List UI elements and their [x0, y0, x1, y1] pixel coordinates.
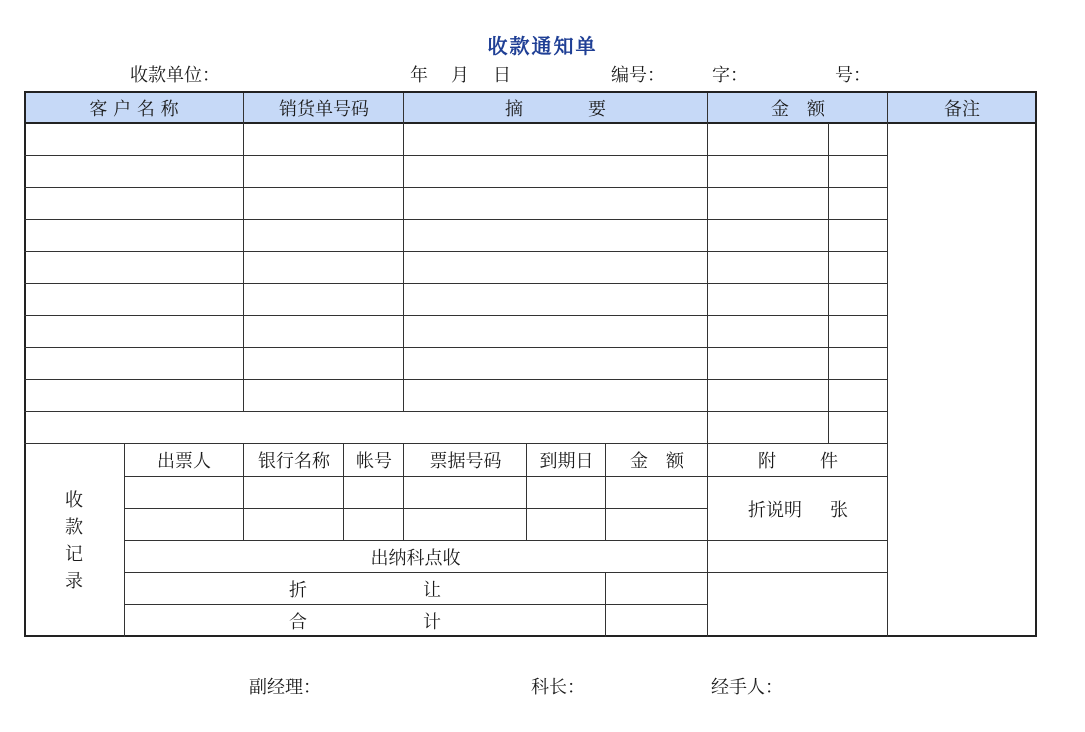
bank-name-header: 银行名称 — [258, 451, 330, 472]
day-label: 日 — [493, 65, 511, 86]
payee-unit-label: 收款单位： — [130, 65, 220, 86]
serial-number-label: 编号： — [611, 65, 665, 86]
account-header: 帐号 — [356, 451, 392, 472]
row-line — [24, 155, 888, 156]
row-line — [24, 251, 888, 252]
receipt-record-label — [24, 444, 124, 637]
record-amount-header: 金 额 — [630, 451, 684, 472]
row-line — [24, 411, 888, 412]
col-line — [707, 93, 708, 637]
receipt-record-char: 款 — [65, 516, 83, 538]
section-chief-label: 科长： — [531, 677, 585, 698]
total-label-part2: 计 — [423, 612, 441, 633]
attachment-header-part1: 附 — [758, 451, 776, 472]
col-line — [887, 93, 888, 637]
col-line — [403, 93, 404, 412]
row-line — [124, 508, 707, 509]
drawer-header: 出票人 — [157, 451, 211, 472]
discount-label-part2: 让 — [423, 580, 441, 601]
number-suffix-label: 号： — [835, 65, 871, 86]
row-line — [24, 347, 888, 348]
year-label: 年 — [410, 65, 428, 86]
receipt-record-char: 收 — [65, 489, 83, 511]
receipt-record-char: 记 — [65, 543, 83, 565]
col-line — [828, 123, 829, 444]
receipt-record-char: 录 — [65, 570, 83, 592]
row-line — [24, 379, 888, 380]
discount-label-part1: 折 — [289, 580, 307, 601]
row-line — [24, 283, 888, 284]
handler-label: 经手人： — [711, 677, 783, 698]
row-line — [24, 219, 888, 220]
col-line — [243, 93, 244, 412]
amount-header: 金 额 — [771, 98, 825, 120]
row-line — [24, 187, 888, 188]
attachment-sheets-label: 张 — [830, 500, 848, 521]
attachment-note-label: 折说明 — [748, 500, 802, 521]
col-line — [605, 572, 606, 637]
header-divider — [24, 122, 1037, 124]
total-label-part1: 合 — [289, 612, 307, 633]
character-label: 字： — [712, 65, 748, 86]
sales-order-number-header: 销货单号码 — [279, 98, 369, 120]
bill-number-header: 票据号码 — [429, 451, 502, 472]
row-line — [24, 315, 888, 316]
due-date-header: 到期日 — [539, 451, 594, 472]
deputy-manager-label: 副经理： — [249, 677, 321, 698]
attachment-header-part2: 件 — [820, 451, 838, 472]
form-title: 收款通知单 — [487, 34, 598, 58]
summary-header-part2: 要 — [588, 98, 606, 120]
customer-name-header: 客 户 名 称 — [89, 98, 179, 120]
summary-header-part1: 摘 — [505, 98, 523, 120]
cashier-received-label: 出纳科点收 — [370, 548, 461, 569]
remark-header: 备注 — [944, 98, 980, 120]
month-label: 月 — [451, 65, 469, 86]
